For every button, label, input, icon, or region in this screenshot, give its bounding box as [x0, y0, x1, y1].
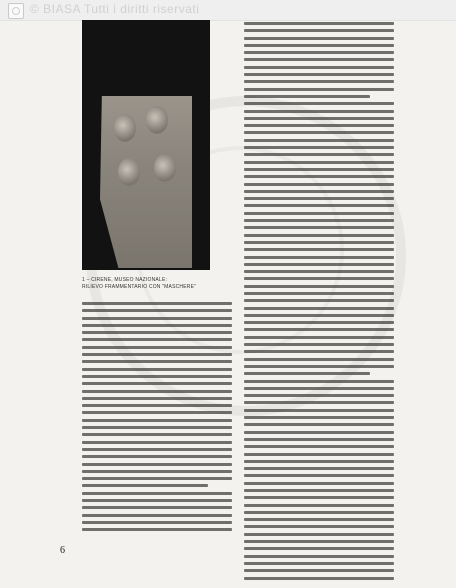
archive-logo-icon	[8, 3, 24, 19]
relief-photo	[82, 20, 210, 270]
relief-mask-4	[154, 154, 176, 182]
caption-line-1: 1 – CIRENE, MUSEO NAZIONALE:	[82, 277, 168, 283]
relief-mask-3	[118, 158, 140, 186]
right-column-text	[244, 22, 394, 584]
watermark-header	[0, 0, 456, 21]
watermark-text: © BIASA Tutti i diritti riservati	[30, 2, 200, 16]
figure-caption	[82, 277, 227, 291]
caption-line-2: RILIEVO FRAMMENTARIO CON "MASCHERE"	[82, 284, 197, 290]
relief-mask-2	[146, 106, 168, 134]
page-number: 6	[60, 545, 65, 556]
left-column-text	[82, 302, 232, 536]
relief-stone	[100, 96, 192, 268]
relief-mask-1	[114, 114, 136, 142]
